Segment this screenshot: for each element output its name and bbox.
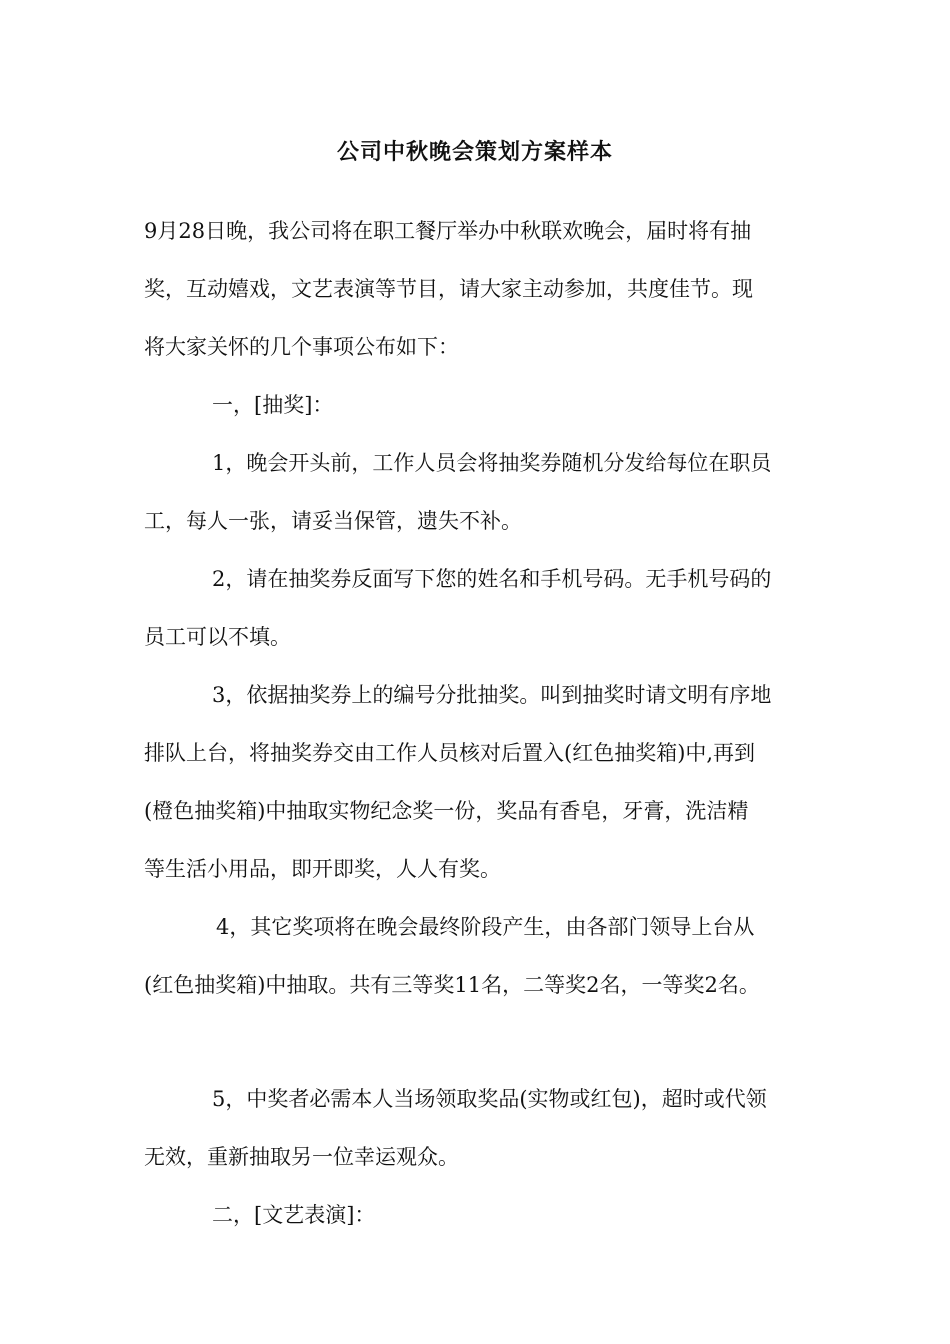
paragraph-line: 工，每人一张，请妥当保管，遗失不补。 (144, 509, 522, 533)
paragraph-line: (橙色抽奖箱)中抽取实物纪念奖一份，奖品有香皂，牙膏，洗洁精 (144, 799, 749, 823)
paragraph-line: 2，请在抽奖券反面写下您的姓名和手机号码。无手机号码的 (212, 567, 772, 591)
section-heading: 二，[文艺表演]： (212, 1203, 376, 1227)
section-heading: 一，[抽奖]： (212, 393, 334, 417)
blank-line (144, 1014, 824, 1070)
paragraph-line: 5，中奖者必需本人当场领取奖品(实物或红包)，超时或代领 (212, 1087, 767, 1111)
paragraph-line: (红色抽奖箱)中抽取。共有三等奖11名，二等奖2名，一等奖2名。 (144, 973, 760, 997)
paragraph-line: 排队上台，将抽奖券交由工作人员核对后置入(红色抽奖箱)中,再到 (144, 741, 756, 765)
paragraph-line: 员工可以不填。 (144, 625, 291, 649)
document-title: 公司中秋晚会策划方案样本 (336, 139, 613, 165)
paragraph-line: 将大家关怀的几个事项公布如下： (144, 335, 459, 359)
paragraph-line: 无效，重新抽取另一位幸运观众。 (144, 1145, 459, 1169)
paragraph-line: 1，晚会开头前，工作人员会将抽奖券随机分发给每位在职员 (212, 451, 772, 475)
document-body (144, 202, 824, 1244)
paragraph-line: 奖，互动嬉戏，文艺表演等节目，请大家主动参加，共度佳节。现 (144, 277, 753, 301)
paragraph-line: 9月28日晚，我公司将在职工餐厅举办中秋联欢晚会，届时将有抽 (144, 219, 752, 243)
paragraph-line: 3，依据抽奖券上的编号分批抽奖。叫到抽奖时请文明有序地 (212, 683, 772, 707)
paragraph-line: 等生活小用品，即开即奖，人人有奖。 (144, 857, 501, 881)
paragraph-line: 4，其它奖项将在晚会最终阶段产生，由各部门领导上台从 (216, 915, 755, 939)
